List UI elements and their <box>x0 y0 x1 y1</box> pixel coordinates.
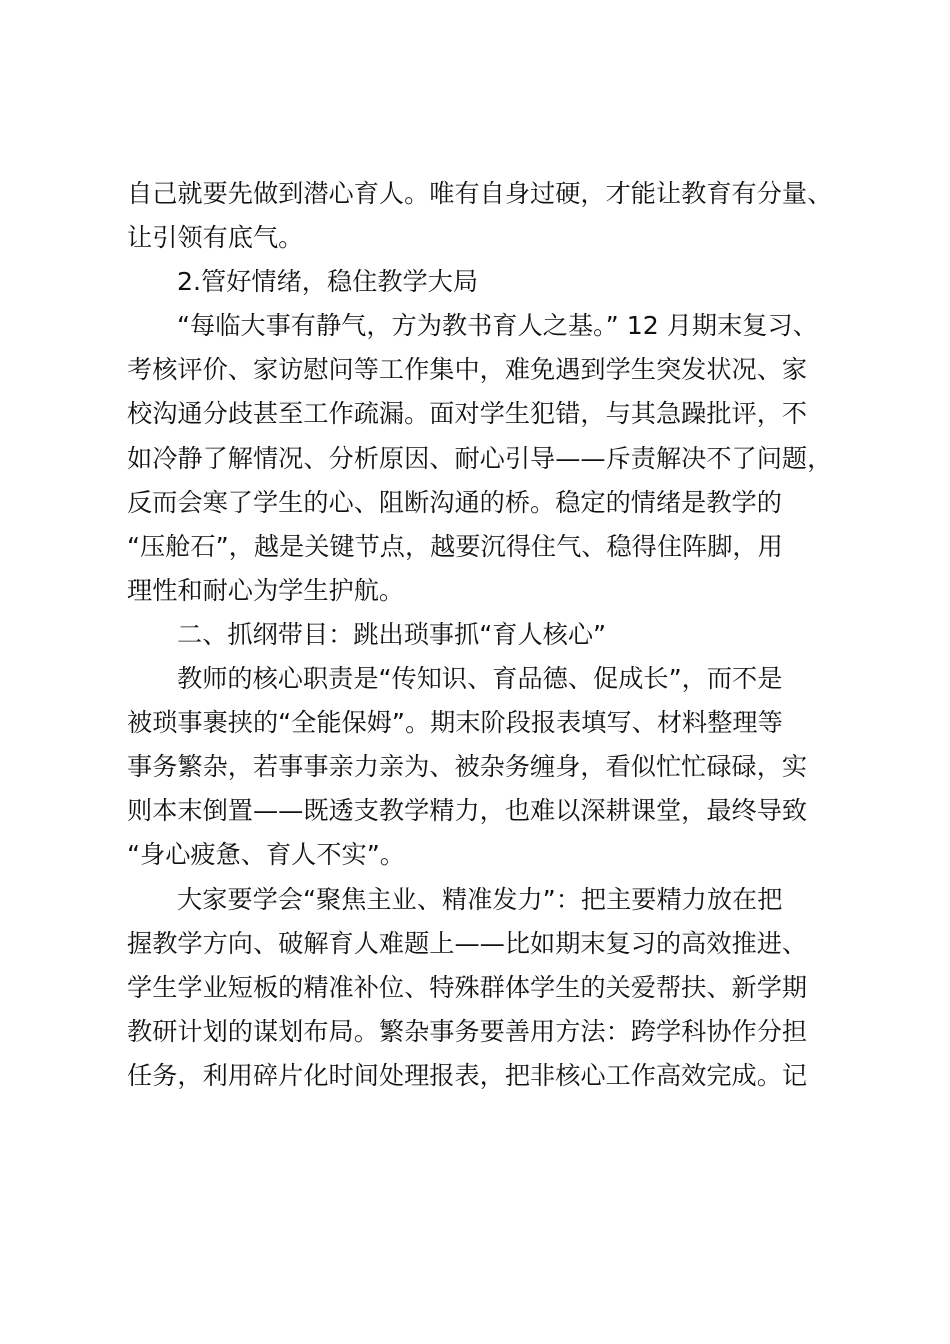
text-line-18: 握教学方向、破解育人难题上——比如期末复习的高效推进、 <box>127 928 808 958</box>
section-heading-focus-core: 二、抓纲带目：跳出琐事抓“育人核心” <box>177 619 607 649</box>
text-line-4: “每临大事有静气，方为教书育人之基。” 12 月期末复习、 <box>177 311 818 341</box>
text-line-8: 反而会寒了学生的心、阻断沟通的桥。稳定的情绪是教学的 <box>127 487 782 517</box>
body-text <box>127 172 833 1098</box>
text-line-15: 则本末倒置——既透支教学精力，也难以深耕课堂，最终导致 <box>127 796 808 826</box>
text-line-1: 自己就要先做到潜心育人。唯有自身过硬，才能让教育有分量、 <box>127 179 833 208</box>
text-line-16: “身心疲惫、育人不实”。 <box>127 840 405 870</box>
text-line-19: 学生学业短板的精准补位、特殊群体学生的关爱帮扶、新学期 <box>127 972 808 1002</box>
section-heading-manage-emotions: 2.管好情绪，稳住教学大局 <box>177 267 479 297</box>
text-line-13: 被琐事裹挟的“全能保姆”。期末阶段报表填写、材料整理等 <box>127 708 783 738</box>
text-line-20: 教研计划的谋划布局。繁杂事务要善用方法：跨学科协作分担 <box>127 1016 808 1046</box>
text-line-5: 考核评价、家访慰问等工作集中，难免遇到学生突发状况、家 <box>127 355 808 385</box>
text-line-21: 任务，利用碎片化时间处理报表，把非核心工作高效完成。记 <box>127 1060 808 1090</box>
text-line-12: 教师的核心职责是“传知识、育品德、促成长”，而不是 <box>177 664 783 694</box>
text-line-14: 事务繁杂，若事事亲力亲为、被杂务缠身，看似忙忙碌碌，实 <box>127 752 808 782</box>
text-line-17: 大家要学会“聚焦主业、精准发力”：把主要精力放在把 <box>177 884 783 914</box>
text-line-2: 让引领有底气。 <box>127 223 304 253</box>
text-line-6: 校沟通分歧甚至工作疏漏。面对学生犯错，与其急躁批评，不 <box>127 399 808 429</box>
text-line-9: “压舱石”，越是关键节点，越要沉得住气、稳得住阵脚，用 <box>127 531 783 561</box>
text-line-10: 理性和耐心为学生护航。 <box>127 575 405 605</box>
text-line-7: 如冷静了解情况、分析原因、耐心引导——斥责解决不了问题， <box>127 443 833 473</box>
